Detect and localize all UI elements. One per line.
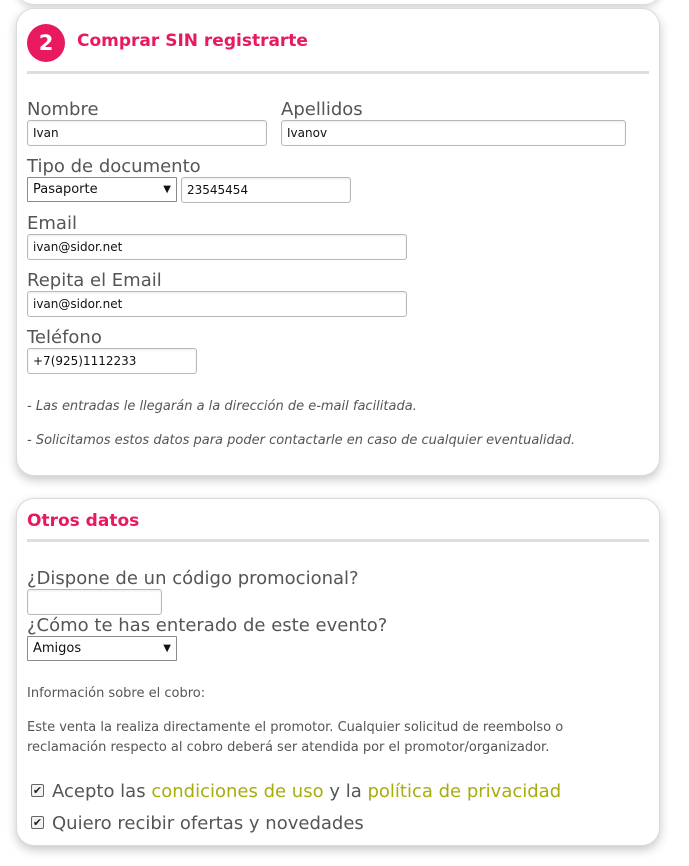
offers-row	[31, 813, 364, 834]
event-source-select[interactable]	[27, 636, 177, 661]
billing-info-text: Este venta la realiza directamente el promotor. Cualquier solicitud de reembolso o reclamación respecto al cobro deberá ser atendida por el promotor/organizador.	[27, 720, 564, 755]
telefono-label: Teléfono	[27, 327, 102, 348]
card-header	[27, 9, 649, 73]
apellidos-input[interactable]: Ivanov	[281, 120, 626, 146]
documento-number-input[interactable]: 23545454	[181, 177, 351, 203]
telefono-input[interactable]: +7(925)1112233	[27, 348, 197, 374]
offers-checkbox[interactable]: ✔	[32, 816, 43, 829]
email-input[interactable]: ivan@sidor.net	[27, 234, 407, 260]
accept-terms-row	[31, 781, 561, 802]
card-title: Comprar SIN registrarte	[77, 31, 308, 51]
email-label: Email	[27, 213, 77, 234]
dropdown-arrow-icon: ▼	[163, 643, 171, 654]
event-source-selected: Amigos	[33, 641, 82, 656]
billing-info-title: Información sobre el cobro:	[27, 686, 206, 701]
apellidos-label: Apellidos	[281, 99, 363, 120]
promo-code-label: ¿Dispone de un código promocional?	[27, 568, 359, 589]
previous-card-bottom	[16, 0, 662, 4]
tipo-documento-label: Tipo de documento	[27, 156, 201, 177]
terms-of-use-link[interactable]: condiciones de uso	[151, 781, 324, 802]
repita-email-label: Repita el Email	[27, 270, 162, 291]
purchase-without-registration-card	[16, 8, 660, 476]
tipo-documento-selected: Pasaporte	[33, 182, 98, 197]
promo-code-input[interactable]	[27, 589, 162, 615]
repita-email-input[interactable]: ivan@sidor.net	[27, 291, 407, 317]
event-source-label: ¿Cómo te has enterado de este evento?	[27, 615, 388, 636]
note-email-delivery: - Las entradas le llegarán a la dirección de e-mail facilitada.	[27, 399, 417, 414]
step-number-badge: 2	[27, 24, 65, 62]
tipo-documento-select[interactable]	[27, 177, 177, 202]
accept-terms-prefix: Acepto las	[52, 781, 146, 802]
dropdown-arrow-icon: ▼	[163, 184, 171, 195]
card-header	[27, 499, 649, 563]
nombre-label: Nombre	[27, 99, 99, 120]
card-title: Otros datos	[27, 511, 140, 531]
accept-terms-checkbox[interactable]: ✔	[32, 784, 43, 797]
header-divider	[27, 71, 649, 74]
accept-terms-middle: y la	[329, 781, 362, 802]
other-data-card	[16, 498, 660, 846]
header-divider	[27, 539, 649, 542]
privacy-policy-link[interactable]: política de privacidad	[367, 781, 562, 802]
offers-label: Quiero recibir ofertas y novedades	[52, 813, 364, 834]
nombre-input[interactable]: Ivan	[27, 120, 267, 146]
note-contact-reason: - Solicitamos estos datos para poder contactarle en caso de cualquier eventualidad.	[27, 433, 576, 448]
